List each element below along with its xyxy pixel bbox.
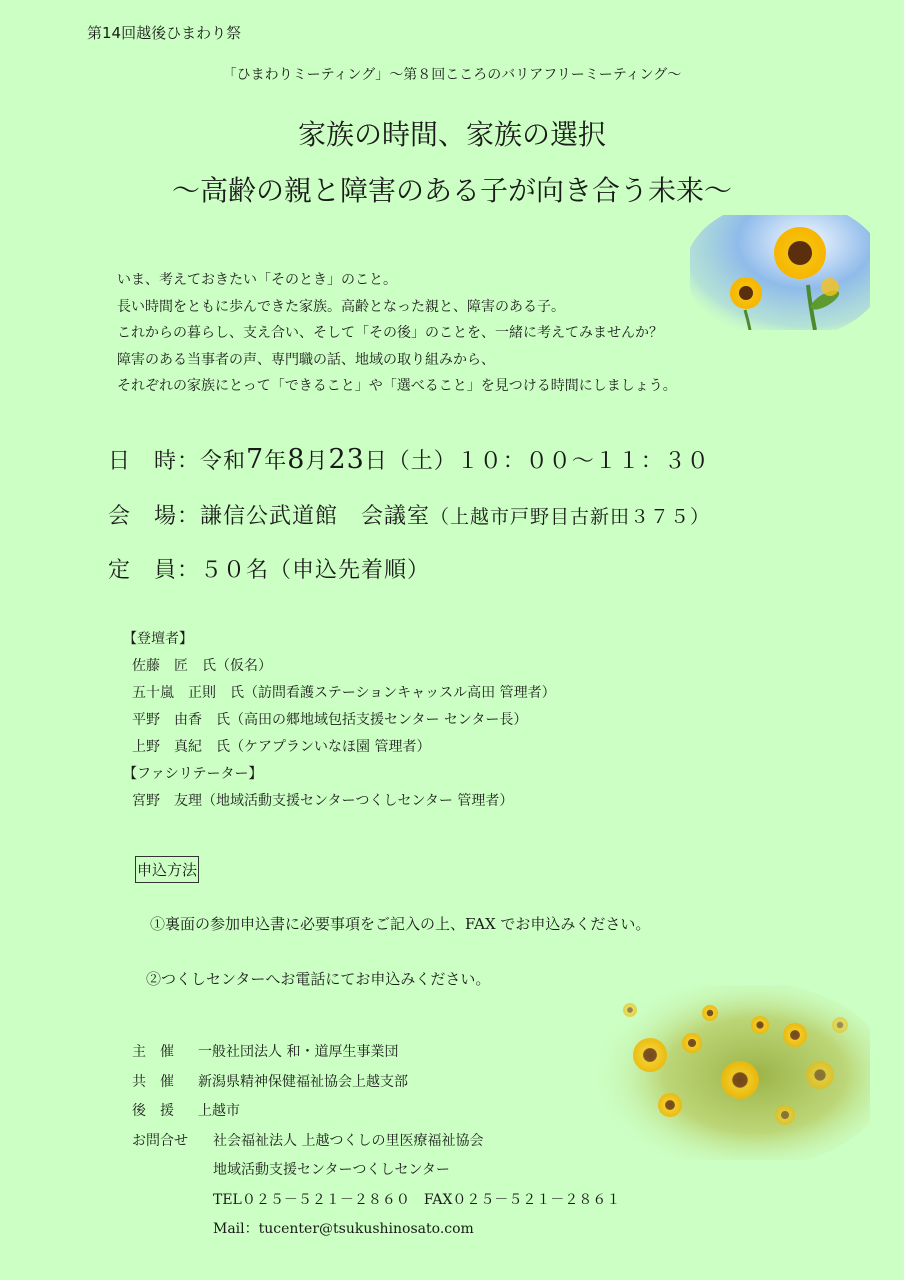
intro-line: 長い時間をともに歩んできた家族。高齢となった親と、障害のある子。	[117, 298, 565, 315]
event-subtitle: 「ひまわりミーティング」～第８回こころのバリアフリーミーティング～	[222, 67, 682, 83]
facilitator-heading: 【ファシリテーター】	[123, 766, 263, 782]
cohost-label: 共 催	[132, 1073, 174, 1090]
intro-line: いま、考えておきたい「そのとき」のこと。	[117, 272, 397, 288]
support-label: 後 援	[132, 1103, 174, 1119]
event-venue: 会 場：謙信公武道館 会議室（上越市戸野目古新田３７５）	[108, 504, 711, 529]
contact-center: 地域活動支援センターつくしセンター	[213, 1162, 450, 1178]
contact-org: 社会福祉法人 上越つくしの里医療福祉協会	[213, 1132, 484, 1149]
sunflower-photo-top	[690, 215, 870, 330]
contact-email: Mail：tucenter@tsukushinosato.com	[213, 1221, 474, 1237]
organizer-row	[132, 1038, 620, 1068]
cohost-value: 新潟県精神保健福祉協会上越支部	[198, 1073, 408, 1090]
speakers-heading: 【登壇者】	[123, 631, 193, 647]
speaker-item: 佐藤 匠 氏（仮名）	[132, 658, 272, 674]
apply-method-fax: ①裏面の参加申込書に必要事項をご記入の上、FAX でお申込みください。	[150, 915, 651, 933]
intro-line: それぞれの家族にとって「できること」や「選べること」を見つける時間にしましょう。	[117, 378, 677, 394]
speaker-item: 上野 真紀 氏（ケアプランいなほ園 管理者）	[132, 739, 431, 755]
intro-line: これからの暮らし、支え合い、そして「その後」のことを、一緒に考えてみませんか？	[117, 325, 663, 341]
support-value: 上越市	[198, 1103, 240, 1119]
contact-row	[132, 1127, 620, 1157]
contact-label: お問合せ	[132, 1132, 188, 1149]
event-capacity: 定 員：５０名（申込先着順）	[108, 558, 431, 583]
event-date: 日 時：令和7年8月23日（土）１０：００～１１：３０	[108, 444, 710, 475]
intro-paragraph	[117, 267, 677, 400]
festival-title: 第14回越後ひまわり祭	[87, 24, 242, 42]
date-label: 日 時：	[108, 449, 201, 474]
organizer-label: 主 催	[132, 1044, 174, 1060]
speaker-item: 五十嵐 正則 氏（訪問看護ステーションキャッスル高田 管理者）	[132, 685, 556, 701]
sunflower-field-photo	[590, 985, 870, 1160]
intro-line: 障害のある当事者の声、専門職の話、地域の取り組みから、	[117, 351, 495, 368]
speakers-list	[123, 626, 556, 815]
contact-phone-fax: TEL０２５－５２１－２８６０ FAX０２５－５２１－２８６１	[213, 1191, 621, 1208]
cohost-row	[132, 1068, 620, 1098]
apply-heading: 申込方法	[135, 856, 199, 883]
facilitator-item: 宮野 友理（地域活動支援センターつくしセンター 管理者）	[132, 793, 514, 809]
credits-block	[132, 1038, 620, 1245]
apply-method-phone: ②つくしセンターへお電話にてお申込みください。	[146, 970, 491, 988]
capacity-label: 定 員：	[108, 558, 201, 583]
speaker-item: 平野 由香 氏（高田の郷地域包括支援センター センター長）	[132, 712, 528, 728]
support-row	[132, 1097, 620, 1127]
organizer-value: 一般社団法人 和・道厚生事業団	[198, 1044, 399, 1060]
main-title-line1: 家族の時間、家族の選択	[297, 118, 606, 151]
venue-label: 会 場：	[108, 504, 201, 529]
main-title-line2: ～高齢の親と障害のある子が向き合う未来～	[171, 174, 732, 207]
